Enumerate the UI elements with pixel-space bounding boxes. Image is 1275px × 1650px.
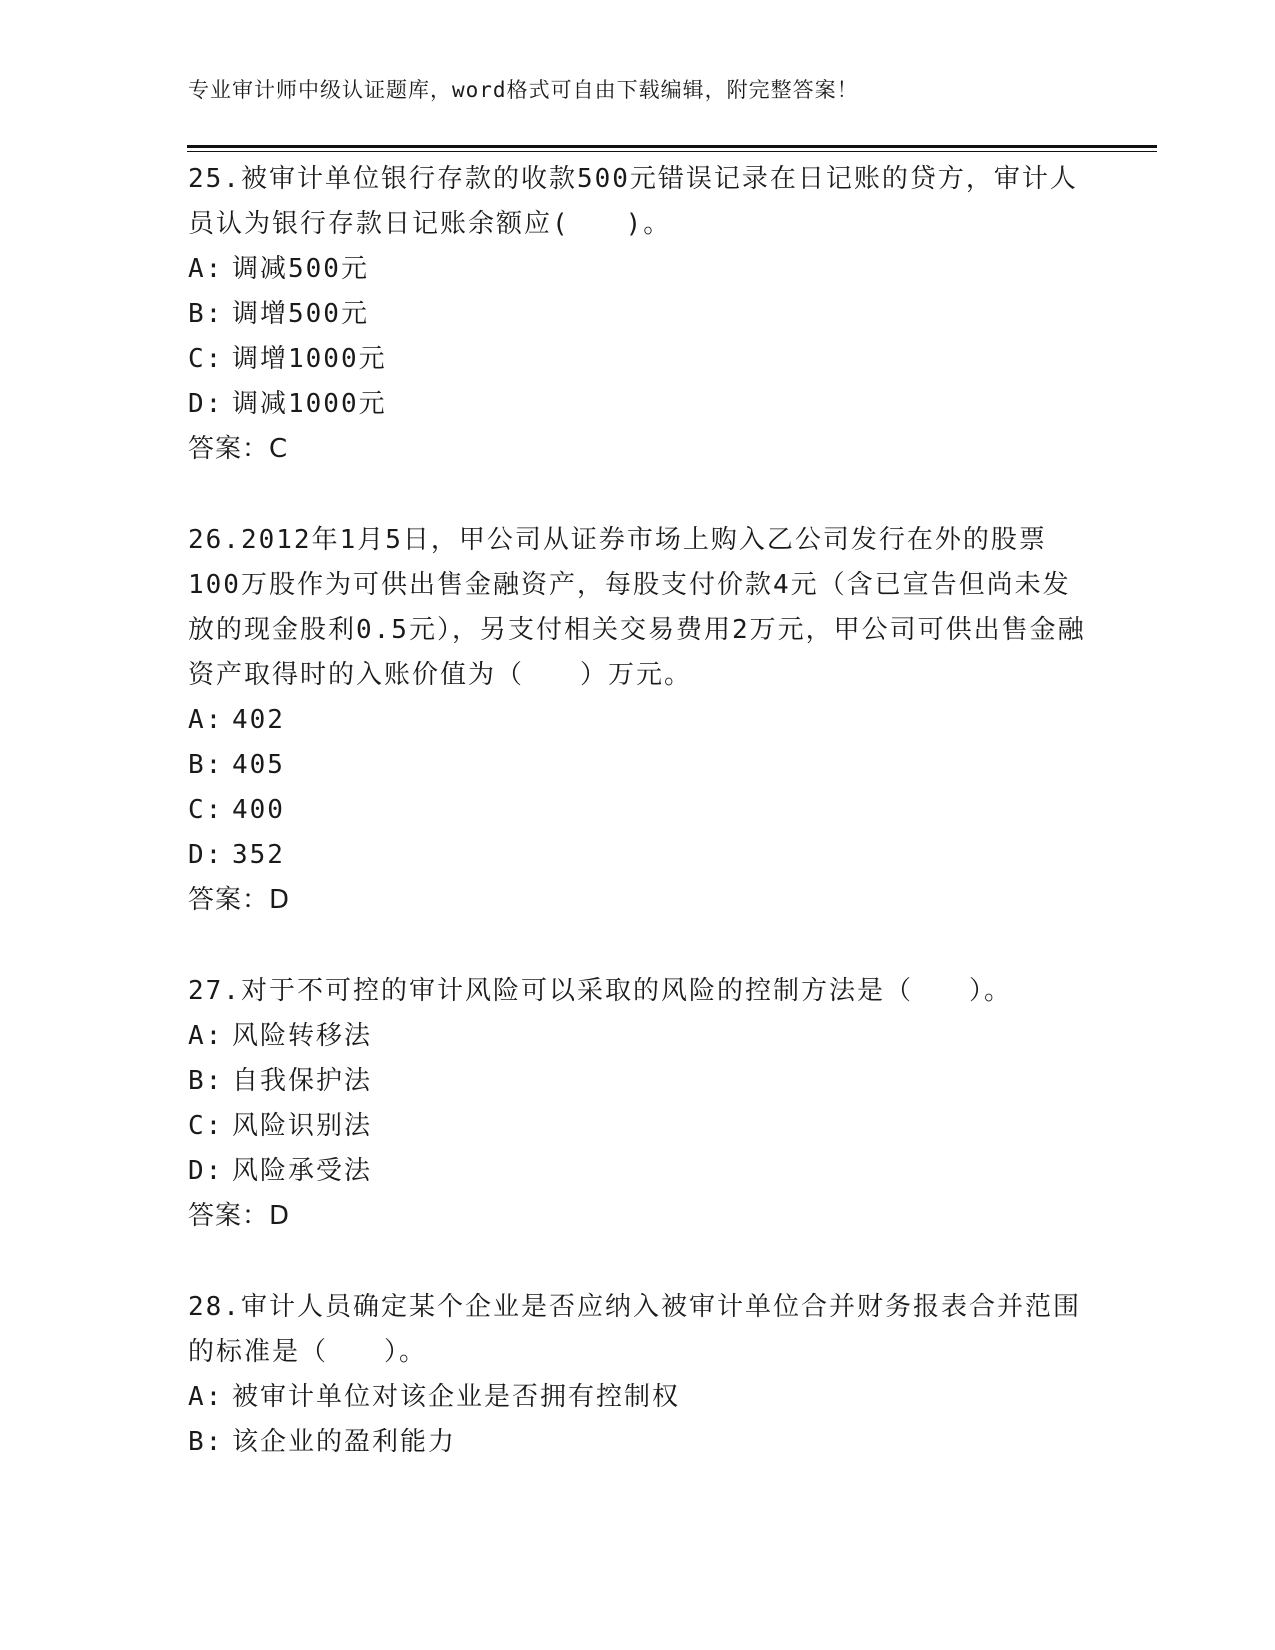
option-letter: A: [188, 1382, 224, 1412]
option-letter: A: [188, 254, 224, 284]
option-text: 风险承受法 [232, 1156, 373, 1186]
option-text: 调减500元 [232, 254, 369, 284]
option-c [188, 337, 1088, 382]
option-d [188, 833, 1088, 878]
option-text: 该企业的盈利能力 [232, 1427, 457, 1457]
option-letter: A: [188, 705, 224, 735]
option-letter: C: [188, 795, 224, 825]
question-stem: 25.被审计单位银行存款的收款500元错误记录在日记账的贷方，审计人员认为银行存款日记账余额应( )。 [188, 164, 1078, 239]
question-stem: 28.审计人员确定某个企业是否应纳入被审计单位合并财务报表合并范围的标准是（ ）。 [188, 1292, 1081, 1367]
option-letter: D: [188, 1156, 224, 1186]
question-list [188, 157, 1088, 1511]
option-a [188, 698, 1088, 743]
option-text: 被审计单位对该企业是否拥有控制权 [232, 1382, 681, 1412]
answer: 答案：D [188, 1201, 291, 1231]
option-b [188, 1059, 1088, 1104]
option-b [188, 1420, 1088, 1465]
question-26 [188, 518, 1088, 923]
answer: 答案：C [188, 434, 289, 464]
option-a [188, 1375, 1088, 1420]
option-letter: C: [188, 1111, 224, 1141]
option-b [188, 292, 1088, 337]
option-letter: D: [188, 840, 224, 870]
question-27 [188, 969, 1088, 1239]
option-letter: A: [188, 1021, 224, 1051]
option-a [188, 1014, 1088, 1059]
option-text: 风险识别法 [232, 1111, 373, 1141]
question-stem: 27.对于不可控的审计风险可以采取的风险的控制方法是（ ）。 [188, 976, 1012, 1006]
header-divider-thin [187, 151, 1157, 152]
option-text: 352 [232, 840, 285, 870]
option-letter: D: [188, 389, 224, 419]
option-letter: B: [188, 299, 224, 329]
option-letter: C: [188, 344, 224, 374]
option-d [188, 382, 1088, 427]
question-25 [188, 157, 1088, 472]
answer: 答案：D [188, 885, 291, 915]
header-divider-thick [187, 145, 1157, 148]
option-c [188, 1104, 1088, 1149]
option-text: 402 [232, 705, 285, 735]
option-text: 调增1000元 [232, 344, 387, 374]
question-28 [188, 1285, 1088, 1465]
option-d [188, 1149, 1088, 1194]
option-letter: B: [188, 750, 224, 780]
option-text: 调增500元 [232, 299, 369, 329]
option-text: 风险转移法 [232, 1021, 373, 1051]
option-text: 400 [232, 795, 285, 825]
option-letter: B: [188, 1066, 224, 1096]
option-letter: B: [188, 1427, 224, 1457]
option-text: 调减1000元 [232, 389, 387, 419]
option-text: 405 [232, 750, 285, 780]
option-a [188, 247, 1088, 292]
page-header: 专业审计师中级认证题库，word格式可自由下载编辑，附完整答案！ [188, 78, 859, 102]
question-stem: 26.2012年1月5日，甲公司从证券市场上购入乙公司发行在外的股票100万股作为可供出售金融资产，每股支付价款4元（含已宣告但尚未发放的现金股利0.5元），另支付相关交易费用2万元，甲公司可供出售金融资产取得时的入账价值为（ ）万元。 [188, 525, 1086, 690]
option-b [188, 743, 1088, 788]
option-c [188, 788, 1088, 833]
option-text: 自我保护法 [232, 1066, 373, 1096]
